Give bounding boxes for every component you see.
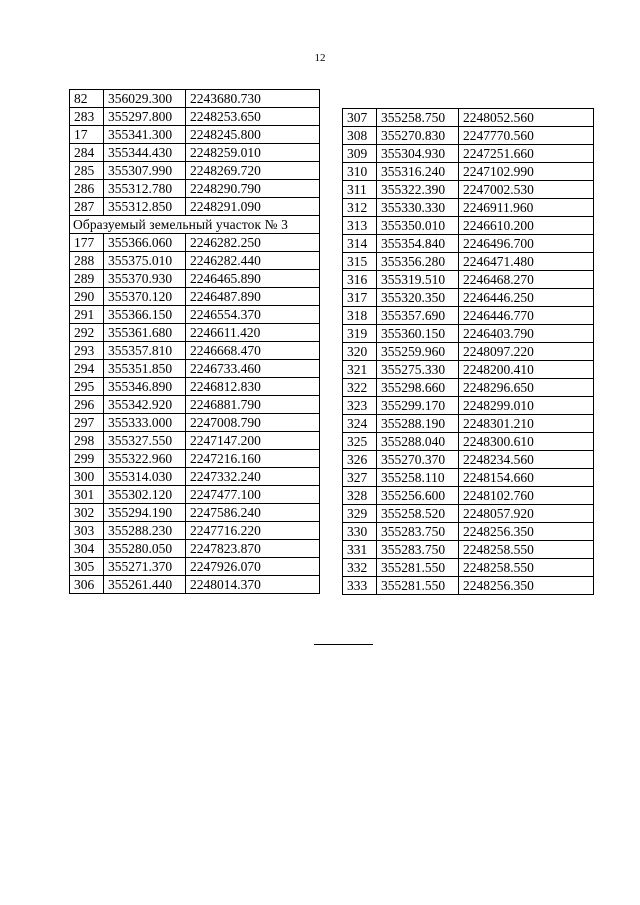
- table-row: [70, 432, 320, 450]
- y-coordinate-cell: 2247716.220: [186, 522, 320, 540]
- y-coordinate-cell: 2243680.730: [186, 90, 320, 108]
- x-coordinate-cell: 355275.330: [377, 361, 459, 379]
- point-number-cell: 318: [343, 307, 377, 325]
- x-coordinate-cell: 355341.300: [104, 126, 186, 144]
- x-coordinate-cell: 355327.550: [104, 432, 186, 450]
- table-row: [70, 468, 320, 486]
- x-coordinate-cell: 355312.780: [104, 180, 186, 198]
- y-coordinate-cell: 2246282.250: [186, 234, 320, 252]
- x-coordinate-cell: 355354.840: [377, 235, 459, 253]
- point-number-cell: 327: [343, 469, 377, 487]
- table-row: [70, 270, 320, 288]
- table-row: [343, 397, 594, 415]
- table-row: [343, 217, 594, 235]
- table-row: [343, 433, 594, 451]
- point-number-cell: 293: [70, 342, 104, 360]
- point-number-cell: 297: [70, 414, 104, 432]
- x-coordinate-cell: 355366.150: [104, 306, 186, 324]
- x-coordinate-cell: 355298.660: [377, 379, 459, 397]
- table-row: [343, 577, 594, 595]
- table-row: [70, 108, 320, 126]
- y-coordinate-cell: 2246465.890: [186, 270, 320, 288]
- y-coordinate-cell: 2248097.220: [459, 343, 594, 361]
- point-number-cell: 302: [70, 504, 104, 522]
- x-coordinate-cell: 355322.960: [104, 450, 186, 468]
- table-row: [70, 180, 320, 198]
- x-coordinate-cell: 355314.030: [104, 468, 186, 486]
- x-coordinate-cell: 355357.690: [377, 307, 459, 325]
- table-row: [343, 343, 594, 361]
- table-row: [70, 522, 320, 540]
- coordinates-table-left: [69, 89, 320, 594]
- table-row: [70, 540, 320, 558]
- x-coordinate-cell: 355258.520: [377, 505, 459, 523]
- point-number-cell: 304: [70, 540, 104, 558]
- table-row: [343, 307, 594, 325]
- point-number-cell: 296: [70, 396, 104, 414]
- section-row: [70, 216, 320, 234]
- x-coordinate-cell: 355319.510: [377, 271, 459, 289]
- x-coordinate-cell: 355270.370: [377, 451, 459, 469]
- x-coordinate-cell: 355288.190: [377, 415, 459, 433]
- table-row: [70, 252, 320, 270]
- x-coordinate-cell: 355357.810: [104, 342, 186, 360]
- y-coordinate-cell: 2248253.650: [186, 108, 320, 126]
- x-coordinate-cell: 355258.750: [377, 109, 459, 127]
- y-coordinate-cell: 2248300.610: [459, 433, 594, 451]
- y-coordinate-cell: 2248256.350: [459, 577, 594, 595]
- y-coordinate-cell: 2246446.250: [459, 289, 594, 307]
- x-coordinate-cell: 355270.830: [377, 127, 459, 145]
- y-coordinate-cell: 2248291.090: [186, 198, 320, 216]
- x-coordinate-cell: 355261.440: [104, 576, 186, 594]
- y-coordinate-cell: 2246611.420: [186, 324, 320, 342]
- point-number-cell: 329: [343, 505, 377, 523]
- x-coordinate-cell: 355271.370: [104, 558, 186, 576]
- x-coordinate-cell: 355316.240: [377, 163, 459, 181]
- x-coordinate-cell: 355259.960: [377, 343, 459, 361]
- x-coordinate-cell: 355297.800: [104, 108, 186, 126]
- point-number-cell: 17: [70, 126, 104, 144]
- y-coordinate-cell: 2248258.550: [459, 541, 594, 559]
- point-number-cell: 292: [70, 324, 104, 342]
- point-number-cell: 319: [343, 325, 377, 343]
- point-number-cell: 287: [70, 198, 104, 216]
- y-coordinate-cell: 2248052.560: [459, 109, 594, 127]
- y-coordinate-cell: 2246610.200: [459, 217, 594, 235]
- x-coordinate-cell: 355283.750: [377, 523, 459, 541]
- y-coordinate-cell: 2247216.160: [186, 450, 320, 468]
- table-row: [343, 559, 594, 577]
- table-row: [343, 361, 594, 379]
- point-number-cell: 177: [70, 234, 104, 252]
- x-coordinate-cell: 355294.190: [104, 504, 186, 522]
- table-row: [343, 451, 594, 469]
- y-coordinate-cell: 2248154.660: [459, 469, 594, 487]
- table-row: [343, 487, 594, 505]
- x-coordinate-cell: 355375.010: [104, 252, 186, 270]
- point-number-cell: 312: [343, 199, 377, 217]
- end-rule: [314, 644, 373, 645]
- table-row: [343, 523, 594, 541]
- point-number-cell: 300: [70, 468, 104, 486]
- point-number-cell: 325: [343, 433, 377, 451]
- point-number-cell: 286: [70, 180, 104, 198]
- point-number-cell: 285: [70, 162, 104, 180]
- x-coordinate-cell: 355370.930: [104, 270, 186, 288]
- y-coordinate-cell: 2247251.660: [459, 145, 594, 163]
- table-row: [343, 181, 594, 199]
- y-coordinate-cell: 2246496.700: [459, 235, 594, 253]
- x-coordinate-cell: 355346.890: [104, 378, 186, 396]
- table-row: [70, 504, 320, 522]
- point-number-cell: 307: [343, 109, 377, 127]
- x-coordinate-cell: 355304.930: [377, 145, 459, 163]
- y-coordinate-cell: 2248057.920: [459, 505, 594, 523]
- table-row: [70, 450, 320, 468]
- x-coordinate-cell: 355299.170: [377, 397, 459, 415]
- table-row: [343, 289, 594, 307]
- point-number-cell: 317: [343, 289, 377, 307]
- y-coordinate-cell: 2248296.650: [459, 379, 594, 397]
- point-number-cell: 310: [343, 163, 377, 181]
- table-row: [70, 558, 320, 576]
- x-coordinate-cell: 355361.680: [104, 324, 186, 342]
- table-row: [70, 162, 320, 180]
- point-number-cell: 324: [343, 415, 377, 433]
- x-coordinate-cell: 355366.060: [104, 234, 186, 252]
- point-number-cell: 308: [343, 127, 377, 145]
- table-row: [70, 234, 320, 252]
- y-coordinate-cell: 2246733.460: [186, 360, 320, 378]
- table-row: [70, 396, 320, 414]
- y-coordinate-cell: 2246446.770: [459, 307, 594, 325]
- left-table-body-bottom: [70, 234, 320, 594]
- y-coordinate-cell: 2246554.370: [186, 306, 320, 324]
- y-coordinate-cell: 2248299.010: [459, 397, 594, 415]
- left-table-section: [70, 216, 320, 234]
- point-number-cell: 289: [70, 270, 104, 288]
- point-number-cell: 284: [70, 144, 104, 162]
- x-coordinate-cell: 355322.390: [377, 181, 459, 199]
- x-coordinate-cell: 355360.150: [377, 325, 459, 343]
- point-number-cell: 82: [70, 90, 104, 108]
- table-row: [343, 199, 594, 217]
- y-coordinate-cell: 2246668.470: [186, 342, 320, 360]
- section-title: Образуемый земельный участок № 3: [70, 216, 320, 234]
- table-row: [343, 469, 594, 487]
- x-coordinate-cell: 355330.330: [377, 199, 459, 217]
- y-coordinate-cell: 2246487.890: [186, 288, 320, 306]
- table-row: [70, 360, 320, 378]
- table-row: [343, 235, 594, 253]
- point-number-cell: 283: [70, 108, 104, 126]
- y-coordinate-cell: 2248245.800: [186, 126, 320, 144]
- point-number-cell: 303: [70, 522, 104, 540]
- point-number-cell: 323: [343, 397, 377, 415]
- y-coordinate-cell: 2248102.760: [459, 487, 594, 505]
- y-coordinate-cell: 2247008.790: [186, 414, 320, 432]
- x-coordinate-cell: 355307.990: [104, 162, 186, 180]
- x-coordinate-cell: 355280.050: [104, 540, 186, 558]
- x-coordinate-cell: 356029.300: [104, 90, 186, 108]
- y-coordinate-cell: 2247147.200: [186, 432, 320, 450]
- point-number-cell: 290: [70, 288, 104, 306]
- point-number-cell: 309: [343, 145, 377, 163]
- y-coordinate-cell: 2248200.410: [459, 361, 594, 379]
- x-coordinate-cell: 355258.110: [377, 469, 459, 487]
- table-row: [70, 126, 320, 144]
- table-row: [70, 576, 320, 594]
- y-coordinate-cell: 2247002.530: [459, 181, 594, 199]
- x-coordinate-cell: 355370.120: [104, 288, 186, 306]
- table-row: [343, 127, 594, 145]
- table-row: [70, 144, 320, 162]
- table-row: [343, 379, 594, 397]
- x-coordinate-cell: 355288.040: [377, 433, 459, 451]
- x-coordinate-cell: 355288.230: [104, 522, 186, 540]
- right-table-body: [343, 109, 594, 595]
- table-row: [343, 163, 594, 181]
- point-number-cell: 295: [70, 378, 104, 396]
- y-coordinate-cell: 2247102.990: [459, 163, 594, 181]
- table-row: [343, 541, 594, 559]
- point-number-cell: 328: [343, 487, 377, 505]
- x-coordinate-cell: 355356.280: [377, 253, 459, 271]
- point-number-cell: 332: [343, 559, 377, 577]
- table-row: [343, 415, 594, 433]
- y-coordinate-cell: 2248256.350: [459, 523, 594, 541]
- table-row: [70, 486, 320, 504]
- point-number-cell: 315: [343, 253, 377, 271]
- point-number-cell: 294: [70, 360, 104, 378]
- table-row: [70, 198, 320, 216]
- y-coordinate-cell: 2247926.070: [186, 558, 320, 576]
- y-coordinate-cell: 2246881.790: [186, 396, 320, 414]
- y-coordinate-cell: 2248269.720: [186, 162, 320, 180]
- y-coordinate-cell: 2246468.270: [459, 271, 594, 289]
- table-row: [343, 505, 594, 523]
- table-row: [343, 253, 594, 271]
- table-row: [343, 325, 594, 343]
- x-coordinate-cell: 355281.550: [377, 577, 459, 595]
- x-coordinate-cell: 355351.850: [104, 360, 186, 378]
- x-coordinate-cell: 355312.850: [104, 198, 186, 216]
- x-coordinate-cell: 355342.920: [104, 396, 186, 414]
- point-number-cell: 326: [343, 451, 377, 469]
- y-coordinate-cell: 2246812.830: [186, 378, 320, 396]
- x-coordinate-cell: 355281.550: [377, 559, 459, 577]
- y-coordinate-cell: 2247586.240: [186, 504, 320, 522]
- point-number-cell: 288: [70, 252, 104, 270]
- x-coordinate-cell: 355350.010: [377, 217, 459, 235]
- y-coordinate-cell: 2248258.550: [459, 559, 594, 577]
- y-coordinate-cell: 2247477.100: [186, 486, 320, 504]
- point-number-cell: 291: [70, 306, 104, 324]
- table-row: [70, 288, 320, 306]
- point-number-cell: 306: [70, 576, 104, 594]
- point-number-cell: 311: [343, 181, 377, 199]
- table-row: [70, 414, 320, 432]
- point-number-cell: 305: [70, 558, 104, 576]
- y-coordinate-cell: 2248259.010: [186, 144, 320, 162]
- point-number-cell: 301: [70, 486, 104, 504]
- point-number-cell: 320: [343, 343, 377, 361]
- x-coordinate-cell: 355302.120: [104, 486, 186, 504]
- point-number-cell: 299: [70, 450, 104, 468]
- coordinates-table-right: [342, 108, 594, 595]
- y-coordinate-cell: 2246471.480: [459, 253, 594, 271]
- table-row: [343, 145, 594, 163]
- x-coordinate-cell: 355333.000: [104, 414, 186, 432]
- y-coordinate-cell: 2246282.440: [186, 252, 320, 270]
- point-number-cell: 330: [343, 523, 377, 541]
- y-coordinate-cell: 2246403.790: [459, 325, 594, 343]
- y-coordinate-cell: 2247332.240: [186, 468, 320, 486]
- y-coordinate-cell: 2247770.560: [459, 127, 594, 145]
- x-coordinate-cell: 355283.750: [377, 541, 459, 559]
- y-coordinate-cell: 2246911.960: [459, 199, 594, 217]
- table-row: [70, 342, 320, 360]
- table-row: [70, 306, 320, 324]
- point-number-cell: 321: [343, 361, 377, 379]
- left-table-body-top: [70, 90, 320, 216]
- point-number-cell: 314: [343, 235, 377, 253]
- point-number-cell: 313: [343, 217, 377, 235]
- y-coordinate-cell: 2248234.560: [459, 451, 594, 469]
- point-number-cell: 298: [70, 432, 104, 450]
- point-number-cell: 333: [343, 577, 377, 595]
- table-row: [70, 90, 320, 108]
- page-number: 12: [314, 52, 326, 64]
- x-coordinate-cell: 355320.350: [377, 289, 459, 307]
- y-coordinate-cell: 2248301.210: [459, 415, 594, 433]
- y-coordinate-cell: 2248290.790: [186, 180, 320, 198]
- x-coordinate-cell: 355256.600: [377, 487, 459, 505]
- table-row: [343, 109, 594, 127]
- table-row: [343, 271, 594, 289]
- y-coordinate-cell: 2247823.870: [186, 540, 320, 558]
- point-number-cell: 322: [343, 379, 377, 397]
- point-number-cell: 316: [343, 271, 377, 289]
- x-coordinate-cell: 355344.430: [104, 144, 186, 162]
- table-row: [70, 324, 320, 342]
- point-number-cell: 331: [343, 541, 377, 559]
- y-coordinate-cell: 2248014.370: [186, 576, 320, 594]
- table-row: [70, 378, 320, 396]
